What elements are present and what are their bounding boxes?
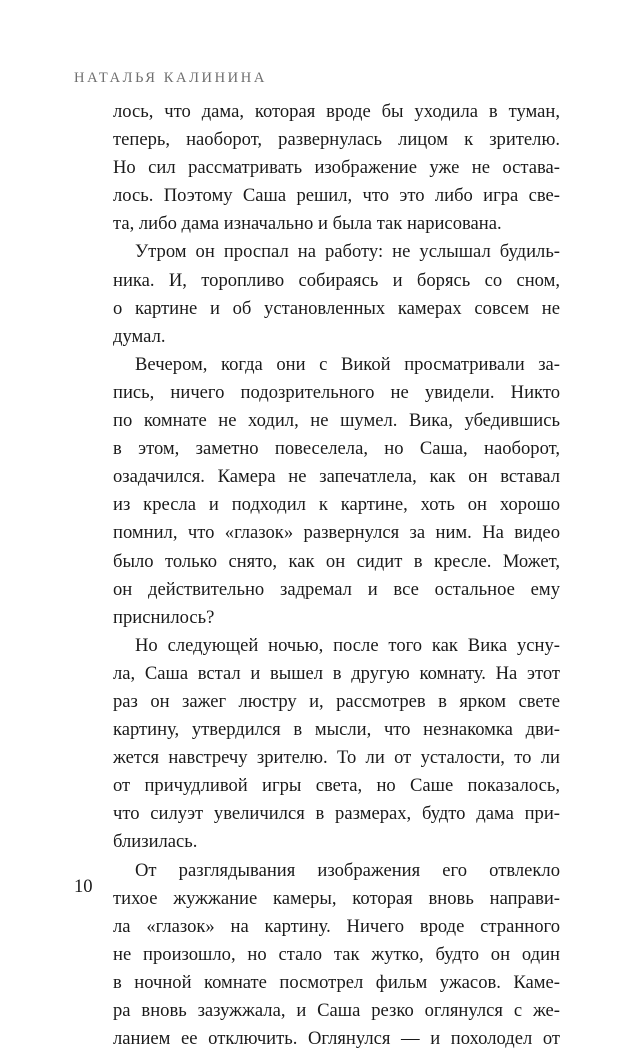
text-line: пись, ничего подозрительного не увидели. Никто — [113, 381, 560, 403]
text-line: ла «глазок» на картину. Ничего вроде странного — [113, 915, 560, 937]
text-line: думал. — [113, 325, 166, 347]
text-line: раз он зажег люстру и, рассмотрев в ярком свете — [113, 690, 560, 712]
text-line: озадачился. Камера не запечатлела, как он вставал — [113, 466, 560, 488]
text-line: ла, Саша встал и вышел в другую комнату. На этот — [113, 662, 560, 684]
text-line: приснилось? — [113, 606, 215, 628]
text-line: в этом, заметно повеселела, но Саша, наоборот, — [113, 438, 560, 460]
text-line: ника. И, торопливо собираясь и борясь со сном, — [113, 269, 560, 291]
text-line: из кресла и подходил к картине, хоть он хорошо — [113, 494, 560, 516]
text-line: ра вновь зазужжала, и Саша резко оглянулся с же- — [113, 1000, 560, 1021]
text-line: От разглядывания изображения его отвлекло — [135, 859, 560, 881]
body-text — [113, 98, 560, 1053]
text-line: лось. Поэтому Саша решил, что это либо игра све- — [113, 185, 560, 207]
text-line: жется навстречу зрителю. То ли от усталости, то ли — [113, 747, 560, 769]
text-line: в ночной комнате посмотрел фильм ужасов. Каме- — [113, 971, 560, 993]
text-line: не произошло, но стало так жутко, будто он один — [113, 943, 560, 965]
text-line: было только снято, как он сидит в кресле. Может, — [113, 550, 560, 572]
text-line: Утром он проспал на работу: не услышал будиль- — [135, 241, 560, 263]
running-header: НАТАЛЬЯ КАЛИНИНА — [74, 70, 267, 86]
text-line: помнил, что «глазок» развернулся за ним. На видео — [113, 522, 560, 544]
text-line: Но сил рассматривать изображение уже не остава- — [113, 157, 560, 179]
text-line: картину, утвердился в мысли, что незнакомка дви- — [113, 719, 560, 741]
text-line: тихое жужжание камеры, которая вновь направи- — [113, 887, 560, 909]
text-line: от причудливой игры света, но Саше показалось, — [113, 775, 560, 797]
text-line: о картине и об установленных камерах совсем не — [113, 297, 560, 319]
page-number: 10 — [74, 876, 93, 897]
text-line: та, либо дама изначально и была так нарисована. — [113, 213, 502, 235]
text-line: по комнате не ходил, не шумел. Вика, убедившись — [113, 410, 560, 432]
text-line: что силуэт увеличился в размерах, будто дама при- — [113, 803, 560, 825]
text-line: Вечером, когда они с Викой просматривали за- — [135, 353, 560, 375]
text-line: лось, что дама, которая вроде бы уходила в туман, — [113, 101, 560, 122]
text-line: Но следующей ночью, после того как Вика усну- — [135, 634, 560, 656]
text-line: теперь, наоборот, развернулась лицом к зрителю. — [113, 129, 560, 151]
text-line: близилась. — [113, 831, 198, 853]
text-line: ланием ее отключить. Оглянулся — и похолодел от — [113, 1028, 560, 1050]
text-line: он действительно задремал и все остальное ему — [113, 578, 560, 600]
